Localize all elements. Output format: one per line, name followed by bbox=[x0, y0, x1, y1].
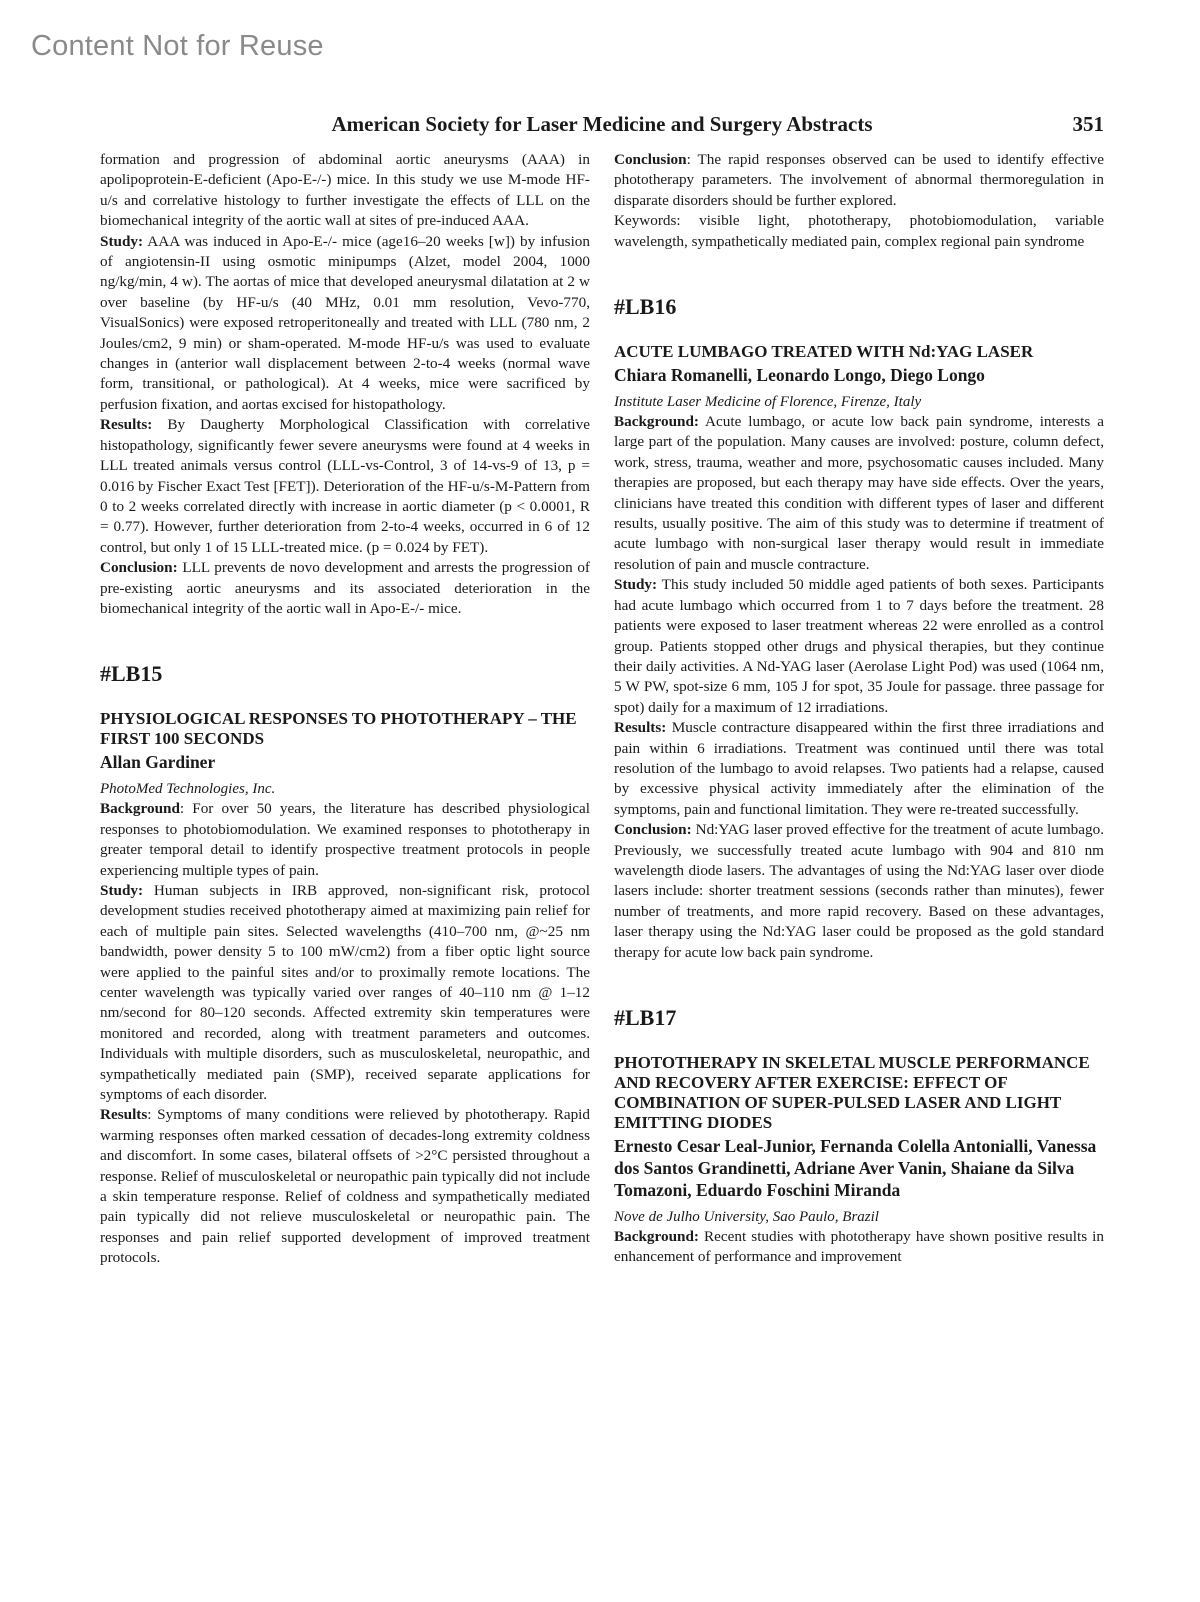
abstract-authors-lb17: Ernesto Cesar Leal-Junior, Fernanda Colella Antonialli, Vanessa dos Santos Grandinetti, Adriane Aver Vanin, Shaiane da Silva Tomazoni, Eduardo Foschini Miranda bbox=[614, 1136, 1097, 1200]
results-text: By Daugherty Morphological Classification with correlative histopathology, significantly fewer severe aneurysms were found at 4 weeks in LLL treated animals versus control (LLL-vs-Control, 3 of 14-vs-9 of 13, p = 0.016 by Fischer Exact Test [FET]). Deterioration of the HF-u/s-M-Pattern from 0 to 2 weeks correlated directly with increase in aortic diameter (p < 0.0001, R = 0.77). However, further deterioration from 2-to-4 weeks, occurred in 6 of 12 control, but only 1 of 15 LLL-treated mice. (p = 0.024 by FET). bbox=[100, 416, 590, 556]
conclusion-label: Conclusion bbox=[614, 151, 687, 168]
right-column bbox=[614, 150, 1104, 1268]
background-label: Background: bbox=[614, 1228, 699, 1245]
background-text: Recent studies with phototherapy have shown positive results in enhancement of performance and improvement bbox=[614, 1228, 1104, 1266]
background-label: Background bbox=[100, 800, 180, 818]
lb15-study-paragraph bbox=[100, 881, 590, 1105]
abstract-affiliation-lb16: Institute Laser Medicine of Florence, Firenze, Italy bbox=[614, 394, 922, 411]
conclusion-text: LLL prevents de novo development and arrests the progression of pre-existing aortic aneurysms and its associated deterioration in the biomechanical integrity of the aortic wall in Apo-E-/- mice. bbox=[100, 559, 590, 617]
lb16-study-paragraph bbox=[614, 575, 1104, 718]
study-text: This study included 50 middle aged patients of both sexes. Participants had acute lumbago which occurred from 1 to 7 days before the treatment. 28 patients were exposed to laser treatment whereas 22 were enrolled as a control group. Patients stopped other drugs and physical therapies, but they continue their daily activities. A Nd-YAG laser (Aerolase Light Pod) was used (1064 nm, 5 W PW, spot-size 6 mm, 105 J for spot, 35 Joule for passage. three passage for spot) daily for a maximum of 12 irradiations. bbox=[614, 576, 1104, 716]
abstract-authors-lb15: Allan Gardiner bbox=[100, 752, 216, 773]
journal-title: American Society for Laser Medicine and Surgery Abstracts bbox=[331, 112, 873, 136]
results-text: Muscle contracture disappeared within the first three irradiations and pain within 6 irradiations. Treatment was continued until there was total resolution of the lumbago to avoid relapses. Two patients had a relapse, caused by excessive physical activity immediately after the elimination of the symptoms, pain and functional limitation. They were re-treated successfully. bbox=[614, 719, 1104, 818]
study-text: Human subjects in IRB approved, non-significant risk, protocol development studies received phototherapy aimed at maximizing pain relief for each of multiple pain sites. Selected wavelengths (410–700 nm, @~25 nm bandwidth, power density 5 to 100 mW/cm2) from a fiber optic light source were applied to the painful sites and/or to proximally remote locations. The center wavelength was typically varied over ranges of 40–110 nm @ 1–12 nm/second for 80–120 seconds. Affected extremity skin temperatures were monitored and recorded, along with treatment parameters and outcomes. Individuals with multiple disorders, such as musculoskeletal, neuropathic, and sympathetically mediated pain (SMP), received separate applications for symptoms of each disorder. bbox=[100, 881, 590, 1104]
lb15-keywords-paragraph: Keywords: visible light, phototherapy, photobiomodulation, variable wavelength, sympathetically mediated pain, complex regional pain syndrome bbox=[614, 212, 1104, 250]
lb15-results-paragraph bbox=[100, 1105, 590, 1268]
running-header bbox=[100, 112, 1104, 140]
abstract-id-lb16: #LB16 bbox=[614, 294, 677, 320]
study-paragraph bbox=[100, 232, 590, 416]
background-label: Background: bbox=[614, 413, 699, 431]
conclusion-label: Conclusion: bbox=[614, 821, 692, 839]
abstract-affiliation-lb17: Nove de Julho University, Sao Paulo, Brazil bbox=[614, 1209, 879, 1225]
conclusion-label: Conclusion: bbox=[100, 559, 178, 577]
abstract-title-lb16: ACUTE LUMBAGO TREATED WITH Nd:YAG LASER bbox=[614, 342, 1034, 362]
watermark: Content Not for Reuse bbox=[31, 30, 324, 62]
abstract-title-lb17: PHOTOTHERAPY IN SKELETAL MUSCLE PERFORMANCE AND RECOVERY AFTER EXERCISE: EFFECT OF COMBINATION OF SUPER-PULSED LASER AND LIGHT EMITTING DIODES bbox=[614, 1053, 1090, 1132]
lb15-background-paragraph bbox=[100, 799, 590, 881]
abstract-authors-lb16: Chiara Romanelli, Leonardo Longo, Diego Longo bbox=[614, 365, 985, 386]
lb16-background-paragraph bbox=[614, 412, 1104, 575]
conclusion-paragraph bbox=[100, 558, 590, 619]
conclusion-text: : The rapid responses observed can be used to identify effective phototherapy parameters. The involvement of abnormal thermoregulation in disparate disorders should be further explored. bbox=[614, 151, 1104, 209]
background-text: Acute lumbago, or acute low back pain syndrome, interests a large part of the population. Many causes are involved: posture, column defect, work, stress, trauma, weather and more, psychosomatic causes included. Many therapies are proposed, but each therapy may have side effects. Over the years, clinicians have treated this condition with different types of laser and different results, usually positive. The aim of this study was to determine if treatment of acute lumbago with non-surgical laser therapy would result in immediate resolution of pain and muscle contracture. bbox=[614, 413, 1104, 573]
abstract-affiliation-lb15: PhotoMed Technologies, Inc. bbox=[100, 781, 276, 798]
background-text: : For over 50 years, the literature has described physiological responses to photobiomodulation. We examined responses to phototherapy in greater temporal detail to identify prospective treatment protocols in people experiencing multiple types of pain. bbox=[100, 800, 590, 879]
results-paragraph bbox=[100, 415, 590, 558]
results-label: Results: bbox=[614, 719, 667, 737]
study-label: Study: bbox=[614, 576, 658, 594]
lb16-conclusion-paragraph bbox=[614, 820, 1104, 963]
abstract-id-lb17: #LB17 bbox=[614, 1005, 677, 1030]
results-label: Results bbox=[100, 1106, 148, 1124]
study-label: Study: bbox=[100, 881, 144, 899]
results-text: : Symptoms of many conditions were relieved by phototherapy. Rapid warming responses often marked cessation of decades-long extremity coldness and discomfort. In some cases, bilateral offsets of >2°C persisted throughout a response. Relief of musculoskeletal or neuropathic pain typically did not include a skin temperature response. Relief of coldness and sympathetically mediated pain typically did not relieve musculoskeletal or neuropathic pain. The responses and pain relief supported development of improved treatment protocols. bbox=[100, 1106, 590, 1267]
study-text: AAA was induced in Apo-E-/- mice (age16–20 weeks [w]) by infusion of angiotensin-II using osmotic minipumps (Alzet, model 2004, 1000 ng/kg/min, 4 w). The aortas of mice that developed aneurysmal dilatation at 2 w over baseline (by HF-u/s (40 MHz, 0.01 mm resolution, Vevo-770, VisualSonics) were exposed retroperitoneally and treated with LLL (780 nm, 2 Joules/cm2, 9 min) or sham-operated. M-mode HF-u/s was used to evaluate changes in (anterior wall displacement between 2-to-4 weeks (normal wave form, transitional, or pathological). At 4 weeks, mice were sacrificed by perfusion fixation, and aortas excised for histopathology. bbox=[100, 232, 590, 413]
left-column bbox=[100, 150, 590, 1269]
lb16-results-paragraph bbox=[614, 718, 1104, 820]
continued-intro-paragraph: formation and progression of abdominal aortic aneurysms (AAA) in apolipoprotein-E-deficient (Apo-E-/-) mice. In this study we use M-mode HF-u/s and correlative histology to further investigate the effects of LLL on the biomechanical integrity of the aortic wall at sites of pre-induced AAA. bbox=[100, 151, 590, 230]
page-number: 351 bbox=[1072, 112, 1104, 136]
conclusion-text: Nd:YAG laser proved effective for the treatment of acute lumbago. Previously, we successfully treated acute lumbago with 904 and 810 nm wavelength diode lasers. The advantages of using the Nd:YAG laser over diode lasers include: shorter treatment sessions (seconds rather than minutes), fewer number of treatments, and more rapid recovery. Based on these advantages, laser therapy using the Nd:YAG laser could be proposed as the gold standard therapy for acute low back pain syndrome. bbox=[614, 821, 1104, 961]
abstract-title-lb15: PHYSIOLOGICAL RESPONSES TO PHOTOTHERAPY – THE FIRST 100 SECONDS bbox=[100, 709, 577, 749]
study-label: Study: bbox=[100, 232, 144, 250]
lb15-conclusion-paragraph bbox=[614, 150, 1104, 211]
results-label: Results: bbox=[100, 416, 153, 434]
abstract-id-lb15: #LB15 bbox=[100, 661, 163, 687]
lb17-background-paragraph bbox=[614, 1227, 1104, 1268]
